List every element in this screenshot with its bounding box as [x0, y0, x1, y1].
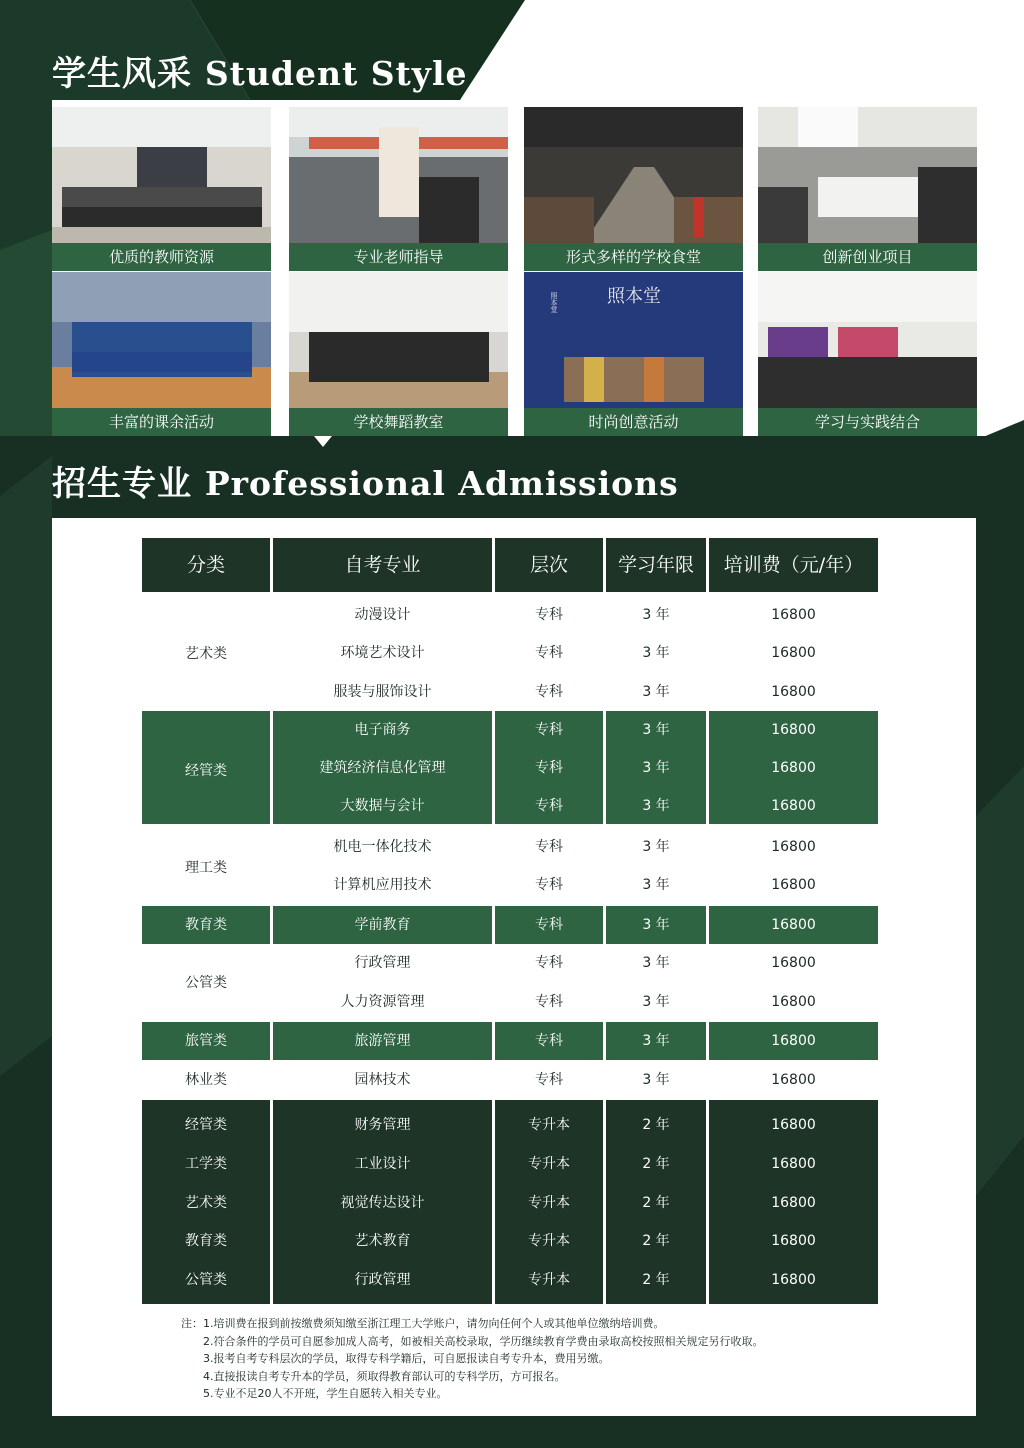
section-title-student-style: [52, 46, 468, 95]
cell-major: 机电一体化技术: [333, 839, 432, 855]
cell-years: 3 年: [642, 722, 670, 738]
table-row: [142, 1022, 878, 1060]
cell-category: 艺术类: [185, 1195, 227, 1211]
cell-major: 计算机应用技术: [333, 877, 432, 893]
group-photo-image: [52, 107, 271, 243]
cell-level: 专科: [535, 1072, 563, 1088]
category-engineering: 理工类: [185, 860, 227, 876]
header-years: 学习年限: [606, 538, 706, 592]
photo-caption: 学习与实践结合: [758, 408, 977, 436]
note-item: 注：1.培训费在报到前按缴费须知缴至浙江理工大学账户，请勿向任何个人或其他单位缴纳培训费。: [181, 1317, 665, 1330]
cell-years: 3 年: [642, 955, 670, 971]
table-row-upgrade: [142, 1145, 878, 1183]
table-row-upgrade: [142, 1261, 878, 1299]
cell-fee: 16800: [771, 839, 816, 855]
cell-fee: 16800: [771, 722, 816, 738]
notes: [181, 1315, 764, 1403]
table-row: [142, 906, 878, 944]
category-tourism: 旅管类: [142, 1022, 270, 1060]
cell-years: 3 年: [606, 1022, 706, 1060]
cell-level: 专科: [535, 798, 563, 814]
cell-major: 财务管理: [354, 1117, 411, 1133]
cell-category: 经管类: [185, 1117, 227, 1133]
cell-fee: 16800: [771, 1156, 816, 1172]
cell-level: 专科: [535, 839, 563, 855]
meeting-image: [758, 107, 977, 243]
cell-level: 专升本: [528, 1156, 570, 1172]
cell-years: 3 年: [642, 1072, 670, 1088]
photo-caption: 创新创业项目: [758, 243, 977, 271]
cell-years: 2 年: [642, 1195, 670, 1211]
cell-major: 动漫设计: [354, 607, 411, 623]
cell-years: 3 年: [642, 645, 670, 661]
cell-years: 2 年: [642, 1272, 670, 1288]
cell-fee: 16800: [771, 1117, 816, 1133]
photo-innovation: [758, 107, 977, 271]
title-cn: 招生专业: [52, 464, 192, 504]
table-row: [142, 787, 878, 825]
table-row-upgrade: [142, 1184, 878, 1222]
cell-fee: 16800: [771, 955, 816, 971]
category-education: 教育类: [142, 906, 270, 944]
poster-side-text: 照本堂: [550, 292, 558, 313]
table-row: [142, 711, 878, 749]
cell-major: 园林技术: [354, 1072, 411, 1088]
cell-level: 专科: [495, 906, 603, 944]
cell-major: 服装与服饰设计: [333, 684, 432, 700]
cell-level: 专科: [535, 955, 563, 971]
table-row: [142, 828, 878, 866]
photo-caption: 丰富的课余活动: [52, 408, 271, 436]
cell-major: 学前教育: [273, 906, 492, 944]
cell-years: 3 年: [642, 684, 670, 700]
cell-years: 3 年: [642, 760, 670, 776]
note-item: 4.直接报读自考专升本的学员，须取得教育部认可的专科学历，方可报名。: [203, 1369, 566, 1383]
triangle-marker-icon: [314, 436, 332, 448]
header-level: 层次: [495, 538, 603, 592]
cell-level: 专科: [535, 877, 563, 893]
photo-caption: 学校舞蹈教室: [289, 408, 508, 436]
cell-major: 旅游管理: [273, 1022, 492, 1060]
photo-activities: [52, 272, 271, 436]
cell-major: 人力资源管理: [340, 994, 425, 1010]
cell-major: 电子商务: [354, 722, 411, 738]
canteen-image: [524, 107, 743, 243]
section-title-admissions: [52, 456, 679, 505]
classroom-image: [758, 272, 977, 408]
title-en: Professional Admissions: [204, 464, 679, 503]
header-major: 自考专业: [273, 538, 492, 592]
cell-fee: 16800: [771, 1195, 816, 1211]
category-public-admin: 公管类: [185, 975, 227, 991]
cell-fee: 16800: [771, 1233, 816, 1249]
cell-category: 公管类: [185, 1272, 227, 1288]
photo-guidance: [289, 107, 508, 271]
note-item: 5.专业不足20人不开班，学生自愿转入相关专业。: [203, 1387, 448, 1400]
header-category: 分类: [142, 538, 270, 592]
table-row: [142, 596, 878, 634]
admissions-table: [52, 518, 976, 1416]
title-cn: 学生风采: [52, 54, 192, 94]
cell-level: 专升本: [528, 1195, 570, 1211]
photo-canteen: [524, 107, 743, 271]
cell-level: 专科: [495, 1022, 603, 1060]
cell-level: 专升本: [528, 1117, 570, 1133]
cell-years: 2 年: [642, 1117, 670, 1133]
cell-level: 专科: [535, 994, 563, 1010]
table-row: [142, 866, 878, 904]
cell-major: 视觉传达设计: [340, 1195, 425, 1211]
table-row: [142, 749, 878, 787]
photo-caption: 时尚创意活动: [524, 408, 743, 436]
photo-teachers: [52, 107, 271, 271]
cell-major: 大数据与会计: [340, 798, 425, 814]
photo-fashion: [524, 272, 743, 436]
cell-level: 专科: [535, 684, 563, 700]
cell-category: 工学类: [185, 1156, 227, 1172]
cell-fee: 16800: [771, 994, 816, 1010]
cell-major: 环境艺术设计: [340, 645, 425, 661]
title-en: Student Style: [204, 54, 468, 93]
photo-practice: [758, 272, 977, 436]
note-item: 3.报考自考专科层次的学员，取得专科学籍后，可自愿报读自考专升本，费用另缴。: [203, 1352, 610, 1365]
table-row-upgrade: [142, 1106, 878, 1144]
cell-major: 工业设计: [354, 1156, 411, 1172]
cell-fee: 16800: [771, 607, 816, 623]
cell-years: 3 年: [642, 994, 670, 1010]
cell-fee: 16800: [771, 877, 816, 893]
cell-years: 3 年: [642, 839, 670, 855]
cell-major: 艺术教育: [354, 1233, 411, 1249]
cell-major: 行政管理: [354, 955, 411, 971]
table-row: [142, 983, 878, 1021]
photo-dance: [289, 272, 508, 436]
office-image: [289, 107, 508, 243]
photo-caption: 形式多样的学校食堂: [524, 243, 743, 271]
cell-fee: 16800: [771, 1072, 816, 1088]
cell-fee: 16800: [709, 906, 878, 944]
table-header: [142, 538, 878, 576]
cell-level: 专科: [535, 607, 563, 623]
table-row: [142, 944, 878, 982]
cell-level: 专升本: [528, 1233, 570, 1249]
cell-category: 教育类: [185, 1233, 227, 1249]
table-row: [142, 673, 878, 711]
cell-years: 3 年: [642, 607, 670, 623]
cell-fee: 16800: [771, 645, 816, 661]
cell-fee: 16800: [771, 684, 816, 700]
basketball-image: [52, 272, 271, 408]
header-fee: 培训费（元/年）: [709, 538, 878, 592]
photo-caption: 优质的教师资源: [52, 243, 271, 271]
cell-years: 3 年: [642, 798, 670, 814]
cell-major: 行政管理: [354, 1272, 411, 1288]
cell-years: 2 年: [642, 1156, 670, 1172]
category-forestry: 林业类: [185, 1072, 227, 1088]
cell-fee: 16800: [771, 1272, 816, 1288]
table-row: [142, 634, 878, 672]
cell-years: 2 年: [642, 1233, 670, 1249]
cell-level: 专科: [535, 722, 563, 738]
photo-caption: 专业老师指导: [289, 243, 508, 271]
poster-title: 照本堂: [607, 286, 661, 307]
cell-major: 建筑经济信息化管理: [319, 760, 446, 776]
category-economics: 经管类: [185, 763, 227, 779]
cell-fee: 16800: [709, 1022, 878, 1060]
cell-years: 3 年: [642, 877, 670, 893]
fashion-image: [524, 272, 743, 408]
table-row-upgrade: [142, 1222, 878, 1260]
category-art: 艺术类: [185, 646, 227, 662]
table-row: [142, 1061, 878, 1099]
dance-image: [289, 272, 508, 408]
cell-level: 专科: [535, 760, 563, 776]
note-item: 2.符合条件的学员可自愿参加成人高考，如被相关高校录取，学历继续教育学费由录取高校按照相关规定另行收取。: [203, 1334, 764, 1348]
cell-level: 专科: [535, 645, 563, 661]
cell-level: 专升本: [528, 1272, 570, 1288]
cell-fee: 16800: [771, 760, 816, 776]
cell-fee: 16800: [771, 798, 816, 814]
cell-years: 3 年: [606, 906, 706, 944]
